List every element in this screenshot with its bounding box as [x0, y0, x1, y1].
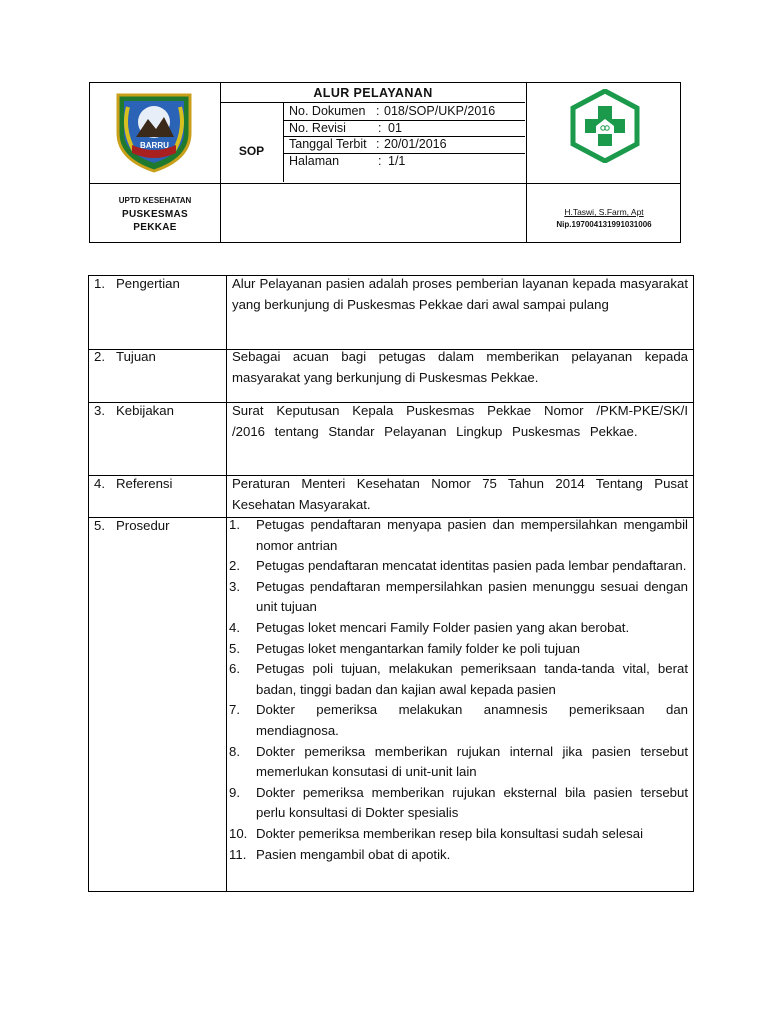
- step-number: 4.: [229, 619, 240, 635]
- step-number: 9.: [229, 784, 240, 800]
- divider: [283, 102, 284, 182]
- step-text: Dokter pemeriksa memberikan rujukan eksternal bila pasien tersebut perlu konsultasi di Dokter spesialis: [256, 784, 688, 821]
- section-text: Surat Keputusan Kepala Puskesmas Pekkae Nomor /PKM-PKE/SK/I /2016 tentang Standar Pelayanan Lingkup Puskesmas Pekkae.: [232, 403, 688, 439]
- signer-name: H.Taswi, S.Farm, Apt: [564, 207, 644, 217]
- section-label: Prosedur: [116, 518, 170, 533]
- list-item: [229, 824, 688, 845]
- section-number: 4.: [94, 476, 105, 491]
- section-text: Alur Pelayanan pasien adalah proses pemberian layanan kepada masyarakat yang berkunjung di Puskesmas Pekkae dari awal sampai pulang: [232, 276, 688, 312]
- step-text: Petugas pendaftaran mencatat identitas pasien pada lembar pendaftaran.: [256, 558, 687, 574]
- list-item: [229, 577, 688, 618]
- step-number: 2.: [229, 558, 240, 574]
- logo-text: BARRU: [140, 141, 169, 150]
- step-number: 8.: [229, 743, 240, 759]
- content-table: [88, 275, 694, 892]
- meta-label: Tanggal Terbit: [289, 137, 367, 151]
- procedure-list: [229, 515, 688, 865]
- list-item: [229, 700, 688, 741]
- divider: [526, 83, 527, 242]
- step-number: 3.: [229, 578, 240, 594]
- list-item: [229, 845, 688, 866]
- unit-line-3: PEKKAE: [133, 222, 177, 233]
- list-item: [229, 659, 688, 700]
- divider: [220, 102, 525, 103]
- barru-logo: [110, 89, 198, 175]
- meta-sep: :: [378, 154, 382, 168]
- step-text: Petugas loket mengantarkan family folder ke poli tujuan: [256, 640, 581, 656]
- list-item: [229, 515, 688, 556]
- section-label: Kebijakan: [116, 403, 174, 418]
- meta-label: No. Dokumen: [289, 104, 366, 118]
- step-text: Pasien mengambil obat di apotik.: [256, 846, 451, 862]
- meta-sep: :: [376, 137, 380, 151]
- list-item: [229, 742, 688, 783]
- divider: [90, 183, 680, 184]
- meta-value: 018/SOP/UKP/2016: [384, 104, 496, 118]
- section-label: Referensi: [116, 476, 173, 491]
- document-title: ALUR PELAYANAN: [313, 86, 433, 100]
- unit-line-2: PUSKESMAS: [121, 209, 189, 220]
- puskesmas-logo: [568, 89, 642, 163]
- step-number: 7.: [229, 702, 240, 718]
- section-label: Tujuan: [116, 349, 156, 364]
- meta-label: No. Revisi: [289, 121, 346, 135]
- section-number: 1.: [94, 276, 105, 291]
- section-label: Pengertian: [116, 276, 180, 291]
- meta-sep: :: [378, 121, 382, 135]
- meta-sep: :: [376, 104, 380, 118]
- step-number: 11.: [229, 846, 247, 862]
- meta-value: 20/01/2016: [384, 137, 447, 151]
- step-number: 1.: [229, 517, 240, 532]
- signer-nip: Nip.197004131991031006: [556, 220, 652, 229]
- step-text: Petugas loket mencari Family Folder pasien yang akan berobat.: [256, 619, 630, 635]
- list-item: [229, 618, 688, 639]
- step-number: 6.: [229, 661, 240, 677]
- meta-label: Halaman: [289, 154, 340, 168]
- meta-value: 01: [388, 121, 402, 135]
- step-text: Petugas pendaftaran menyapa pasien dan mempersilahkan mengambil nomor antrian: [256, 517, 688, 553]
- meta-value: 1/1: [388, 154, 406, 168]
- section-text: Peraturan Menteri Kesehatan Nomor 75 Tahun 2014 Tentang Pusat Kesehatan Masyarakat.: [232, 476, 688, 512]
- step-text: Petugas pendaftaran mempersilahkan pasien menunggu sesuai dengan unit tujuan: [256, 578, 688, 615]
- step-number: 10.: [229, 825, 248, 841]
- step-text: Dokter pemeriksa memberikan rujukan internal jika pasien tersebut memerlukan konsutasi di unit-unit lain: [256, 743, 688, 780]
- step-text: Petugas poli tujuan, melakukan pemeriksaan tanda-tanda vital, berat badan, tinggi badan dan kajian awal kepada pasien: [256, 661, 688, 697]
- header-table: [89, 82, 681, 243]
- step-text: Dokter pemeriksa melakukan anamnesis pemeriksaan dan mendiagnosa.: [256, 702, 688, 738]
- unit-line-1: UPTD KESEHATAN: [118, 196, 192, 205]
- sop-label: SOP: [238, 144, 265, 158]
- divider: [226, 276, 227, 891]
- section-number: 3.: [94, 403, 105, 418]
- section-number: 5.: [94, 518, 105, 533]
- step-text: Dokter pemeriksa memberikan resep bila konsultasi sudah selesai: [256, 825, 644, 841]
- section-number: 2.: [94, 349, 105, 364]
- list-item: [229, 556, 688, 577]
- divider: [220, 83, 221, 242]
- list-item: [229, 639, 688, 660]
- list-item: [229, 783, 688, 824]
- section-text: Sebagai acuan bagi petugas dalam memberikan pelayanan kepada masyarakat yang berkunjung di Puskesmas Pekkae.: [232, 349, 688, 385]
- step-number: 5.: [229, 640, 240, 656]
